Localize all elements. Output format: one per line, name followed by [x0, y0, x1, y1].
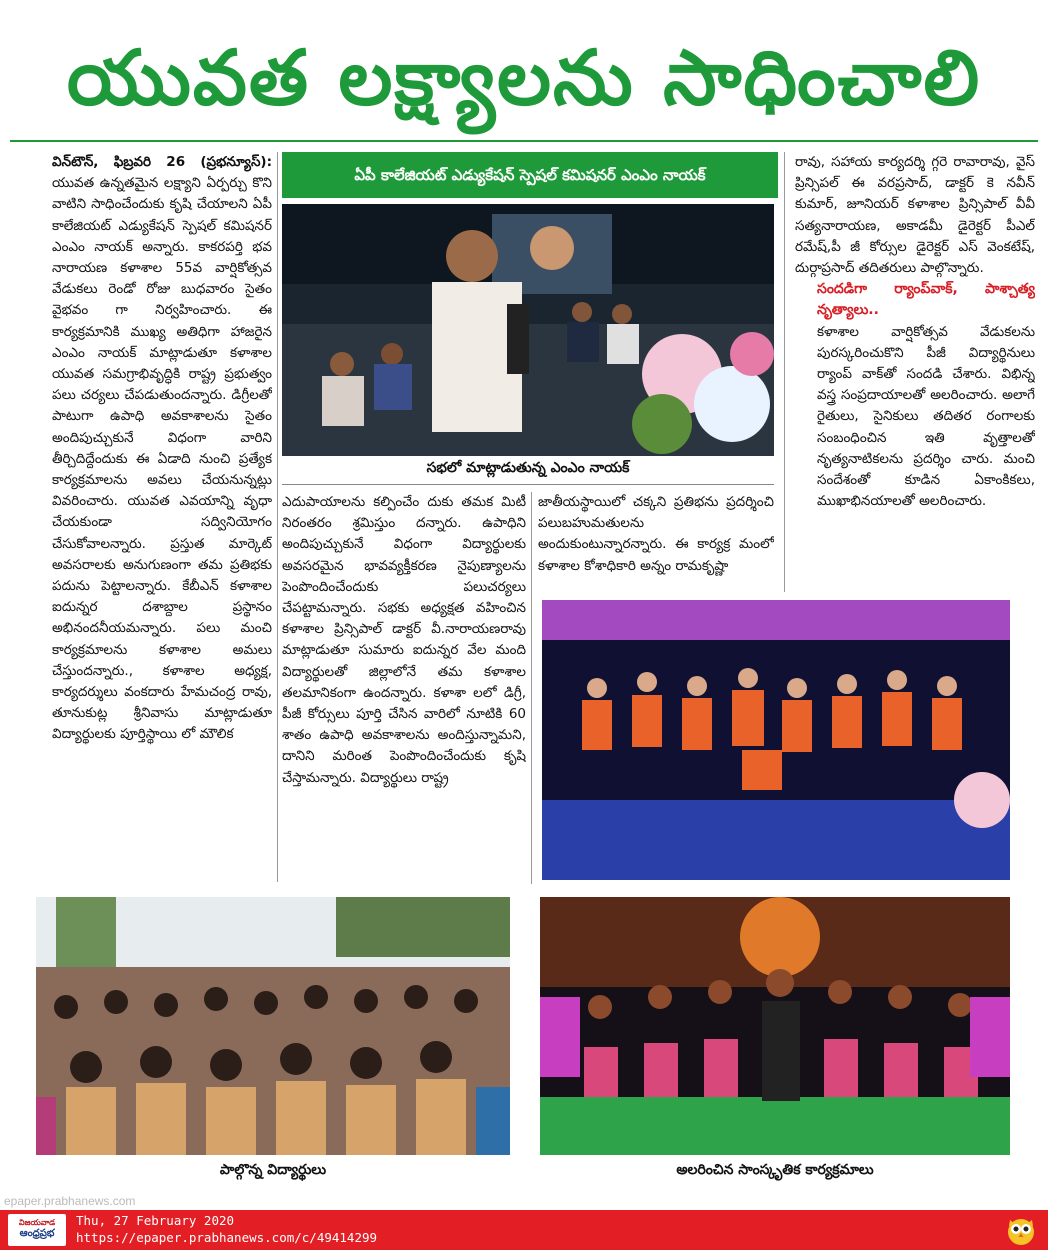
article-text-col2: ఎదుపాయాలను కల్పించేం దుకు తమక మిటీ నిరంతరం శ్రమిస్తుం దన్నారు. ఉపాధిని అందిపుచ్చుకునే విధంగా విద్యార్థులకు అవసరమైన భావవ్యక్తీకరణ నైపుణ్యాలను పెంపొందించేందుకు పలుచర్యలు చేపట్టామన్నారు. సభకు అధ్యక్షత వహించిన కళాశాల ప్రిన్సిపాల్ డాక్టర్ వీ.నారాయణరావు మాట్లాడుతూ సుమారు ఐదున్నర వేల మంది విద్యార్థులతో జిల్లాలోనే తమ కళాశాల తలమానికంగా ఉందన్నారు. కళాశా లలో డిగ్రీ, పీజీ కోర్సులు పూర్తి చేసిన వారిలో నూటికి 60 శాతం ఉపాధి అవకాశాలను అందిస్తున్నామని, దానిని మరింత పెంపొందించేందుకు కృషి చేస్తామన్నారు. విద్యార్థులు రాష్ట్ర: [282, 494, 526, 786]
column-divider: [277, 152, 278, 882]
article-column-3: [538, 492, 774, 604]
article-column-1: [52, 152, 272, 882]
article-column-2: [282, 492, 526, 884]
article-text-col3: జాతీయస్థాయిలో చక్కని ప్రతిభను ప్రదర్శించి పలుబహుమతులను అందుకుంటున్నారన్నారు. ఈ కార్యక్ర మంలో కళాశాల కోశాధికారి అన్నం రామకృష్ణా: [538, 494, 774, 574]
logo-title: ఆంధ్రప్రభ: [19, 1228, 55, 1239]
headline-rule: [10, 140, 1038, 142]
watermark: epaper.prabhanews.com: [4, 1194, 136, 1208]
caption-rule: [282, 484, 774, 485]
article-text-col4: రావు, సహాయ కార్యదర్శి గ్గరె రావారావు, వైస్ ప్రిన్సిపల్ ఈ వరప్రసాద్, డాక్టర్ కె నవీన్ కుమార్, జూనియర్ కళాశాల ప్రిన్సిపాల్ వీవీ సత్యనారాయణ, అకాడమీ డైరెక్టర్ పీఎల్ రమేష్,పీ జీ కోర్సుల డైరెక్టర్ ఎస్ వెంకటేష్, దుర్గాప్రసాద్ తదితరులు పాల్గొన్నారు.: [795, 154, 1035, 277]
article-column-4: [795, 152, 1035, 592]
students-photo: [36, 897, 510, 1155]
headline: యువత లక్ష్యాలను సాధించాలి: [66, 33, 982, 122]
footer-bar: [0, 1210, 1048, 1250]
caption-speaker: సభలో మాట్లాడుతున్న ఎంఎం నాయక్: [426, 460, 630, 476]
dateline: విన్‌టౌన్, ఫిబ్రవరి 26 (ప్రభన్యూస్):: [52, 154, 272, 170]
caption-students: పాల్గొన్న విద్యార్థులు: [219, 1162, 327, 1178]
footer-date: Thu, 27 February 2020: [76, 1213, 235, 1228]
article-text-col4b: కళాశాల వార్షికోత్సవ వేడుకలను పురస్కరించుకొని పీజీ విద్యార్థినులు ర్యాంప్ వాక్‌తో సందడి చేశారు. విభిన్న వస్త్ర సంప్రదాయాలతో అలరించారు. అలాగే రైతులు, సైనికులు తదితర రంగాలకు సంబంధించిన ఇతి వృత్తాలతో నృత్యనాటికలను ప్రదర్శిం చారు. మంచి సందేశంతో కూడిన ఏకాంకికలు, ముఖాభినయాలతో అలరించారు.: [817, 323, 1035, 510]
column-divider: [531, 492, 532, 884]
subhead: సందడిగా ర్యాంప్‌వాక్, పాశ్చాత్య నృత్యాలు..: [817, 281, 1035, 319]
owl-mascot-icon: [1006, 1214, 1036, 1246]
cultural-photo: [540, 897, 1010, 1155]
speaker-photo: [282, 204, 774, 456]
dance-photo: [542, 600, 1010, 880]
logo-edition: విజయవాడ: [18, 1218, 56, 1227]
caption-cultural: అలరించిన సాంస్కృతిక కార్యక్రమాలు: [676, 1162, 874, 1178]
newspaper-logo: [8, 1214, 66, 1246]
footer-url[interactable]: https://epaper.prabhanews.com/c/49414299: [76, 1230, 378, 1245]
article-text-col1: యువత ఉన్నతమైన లక్ష్యాని ఏర్పర్చు కొని వాటిని సాధించేందుకు కృషి చేయాలని ఏపీ కాలేజియట్ ఎడ్యుకేషన్ స్పెషల్ కమిషనర్ ఎంఎం నాయక్ అన్నారు. కాకరపర్తి భవ నారాయణ కళాశాల 55వ వార్షికోత్సవ వేడుకలు రెండో రోజు బుధవారం సైతం వైభవం గా నిర్వహించారు. ఈ కార్యక్రమానికి ముఖ్య అతిధిగా హాజరైన ఎంఎం నాయక్ మాట్లాడుతూ కళాశాల యువత సమగ్రాభివృద్ధికి రాష్ట్ర ప్రభుత్వం పలు చర్యలు చేపడుతుందన్నారు. డిగ్రీలతో పాటుగా ఉపాధి అవకాశాలను సైతం అందిపుచ్చుకునే విధంగా వారిని తీర్చిదిద్దేందుకు ఈ ఏడాది నుంచి ప్రత్యేక కార్యక్రమాలను అవలు చేయనున్నట్లు వివరించారు. యువత ఎవయాన్ని వృధా చేయకుండా సద్వినియోగం చేసుకోవాలన్నారు. ప్రస్తుత మార్కెట్ అవసరాలకు అనుగుణంగా తమ ప్రతిభకు పదును పెట్టాలన్నారు. కేబీఎన్ కళాశాల ఐదున్నర దశాబ్దాల ప్రస్థానం అభినందనీయమన్నారు. పలు మంచి కార్యక్రమాలను కళాశాల అమలు చేస్తుందన్నారు., కళాశాల అధ్యక్ష, కార్యదర్శులు వంకదారు హేమచంద్ర రావు, తూనుకుట్ల శ్రీనివాసు మాట్లాడుతూ విద్యార్థులకు పూర్తిస్థాయి లో మౌలిక: [52, 175, 272, 743]
strap-banner: ఏపీ కాలేజియట్ ఎడ్యుకేషన్ స్పెషల్ కమిషనర్ ఎంఎం నాయక్: [282, 152, 778, 198]
column-divider: [784, 152, 785, 592]
